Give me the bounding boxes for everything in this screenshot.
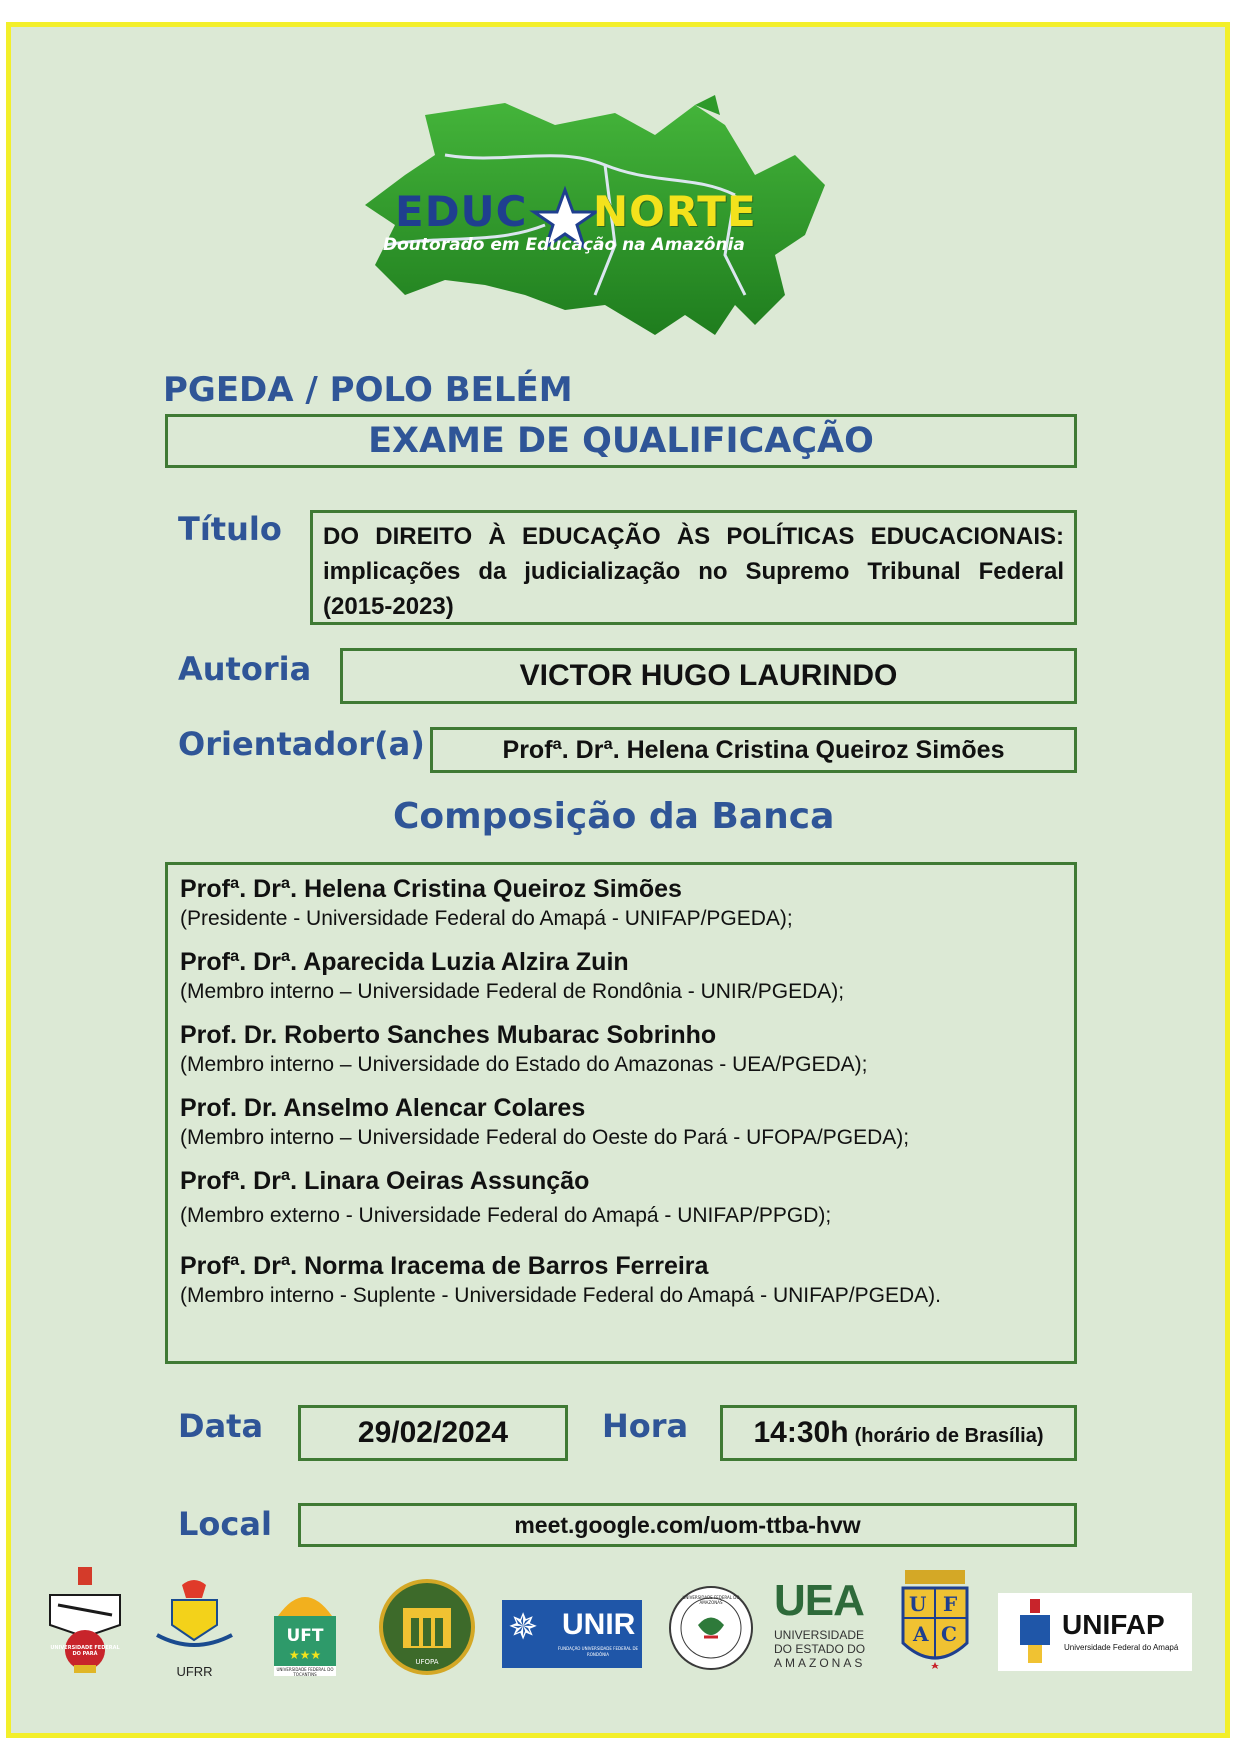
member-role: (Membro interno – Universidade Federal do Oeste do Pará - UFOPA/PGEDA); xyxy=(180,1126,910,1149)
uft-logo xyxy=(268,1578,342,1678)
ufac-logo xyxy=(895,1568,975,1676)
banca-box xyxy=(165,862,1077,1364)
uft-text: UFT xyxy=(286,1626,324,1646)
educanorte-logo xyxy=(355,95,875,345)
unir-text: UNIR xyxy=(562,1608,636,1641)
exam-title: EXAME DE QUALIFICAÇÃO xyxy=(368,421,874,461)
unifap-emblem-icon xyxy=(1010,1597,1060,1667)
banca-member xyxy=(180,1252,1074,1308)
uea-text: UEA xyxy=(774,1576,864,1625)
logo-brand-left: EDUC xyxy=(395,187,528,236)
uea-sub1: UNIVERSIDADE xyxy=(774,1628,865,1642)
banca-member xyxy=(180,948,1074,1004)
local-label: Local xyxy=(178,1505,272,1543)
member-name: Profª. Drª. Helena Cristina Queiroz Simões xyxy=(180,875,682,903)
meet-link[interactable]: meet.google.com/uom-ttba-hvw xyxy=(514,1511,861,1538)
hora-label: Hora xyxy=(602,1407,689,1445)
data-label: Data xyxy=(178,1407,264,1445)
unir-subtext: FUNDAÇÃO UNIVERSIDADE FEDERAL DE RONDÔNIA xyxy=(557,1646,639,1657)
ufpa-text: UNIVERSIDADE FEDERAL DO PARÁ xyxy=(50,1645,120,1657)
ufac-letter-c: C xyxy=(941,1622,957,1646)
uft-stars: ★★★ xyxy=(288,1648,322,1662)
member-name: Profª. Drª. Aparecida Luzia Alzira Zuin xyxy=(180,948,629,976)
unir-star-icon: ✵ xyxy=(508,1607,539,1648)
logo-brand-right: NORTE xyxy=(593,187,757,236)
data-value: 29/02/2024 xyxy=(357,1416,509,1449)
unir-logo xyxy=(502,1600,642,1668)
banca-member xyxy=(180,875,1074,931)
polo-heading: PGEDA / POLO BELÉM xyxy=(163,370,573,410)
member-name: Profª. Drª. Norma Iracema de Barros Ferreira xyxy=(180,1252,709,1280)
ufopa-logo xyxy=(378,1578,476,1676)
banca-member xyxy=(180,1094,1074,1150)
uea-logo xyxy=(772,1576,872,1677)
member-name: Prof. Dr. Anselmo Alencar Colares xyxy=(180,1094,586,1122)
banca-member xyxy=(180,1021,1074,1077)
ufam-text: UNIVERSIDADE FEDERAL DO AMAZONAS xyxy=(682,1595,740,1605)
ufac-letter-f: F xyxy=(943,1592,958,1616)
orientador-value: Profª. Drª. Helena Cristina Queiroz Simões xyxy=(502,735,1005,764)
titulo-box xyxy=(310,510,1077,625)
member-role: (Membro interno – Universidade do Estado do Amazonas - UEA/PGEDA); xyxy=(180,1053,868,1076)
unifap-subtext: Universidade Federal do Amapá xyxy=(1064,1643,1179,1652)
hora-note: (horário de Brasília) xyxy=(854,1424,1044,1447)
unifap-logo xyxy=(998,1593,1192,1671)
member-name: Profª. Drª. Linara Oeiras Assunção xyxy=(180,1167,590,1195)
hora-value: 14:30h xyxy=(753,1416,849,1449)
titulo-value: DO DIREITO À EDUCAÇÃO ÀS POLÍTICAS EDUCACIONAIS: implicações da judicialização no Supremo Tribunal Federal (2015-2023) xyxy=(323,523,1064,620)
ufac-letter-a: A xyxy=(913,1622,929,1646)
uea-sub2: DO ESTADO DO xyxy=(774,1642,866,1656)
autoria-box xyxy=(340,648,1077,704)
member-role: (Membro interno - Suplente - Universidade Federal do Amapá - UNIFAP/PGEDA). xyxy=(180,1284,941,1307)
ufrr-text: UFRR xyxy=(176,1664,213,1679)
member-role: (Membro externo - Universidade Federal do Amapá - UNIFAP/PPGD); xyxy=(180,1204,832,1227)
ufpa-logo xyxy=(40,1565,130,1675)
local-box xyxy=(298,1503,1077,1547)
uea-sub3: AMAZONAS xyxy=(774,1656,866,1670)
logo-subtitle: Doutorado em Educação na Amazônia xyxy=(383,235,745,255)
ufopa-text: UFOPA xyxy=(415,1658,439,1666)
uft-subtext: UNIVERSIDADE FEDERAL DO TOCANTINS xyxy=(276,1667,334,1677)
orientador-label: Orientador(a) xyxy=(178,725,425,763)
member-role: (Presidente - Universidade Federal do Amapá - UNIFAP/PGEDA); xyxy=(180,907,793,930)
member-role: (Membro interno – Universidade Federal de Rondônia - UNIR/PGEDA); xyxy=(180,980,845,1003)
orientador-box xyxy=(430,727,1077,773)
banca-heading: Composição da Banca xyxy=(393,796,835,837)
exam-title-box xyxy=(165,414,1077,468)
ufac-letter-u: U xyxy=(909,1592,927,1616)
ufam-logo xyxy=(668,1585,754,1671)
titulo-label: Título xyxy=(178,510,282,548)
data-box xyxy=(298,1405,568,1461)
hora-box xyxy=(720,1405,1077,1461)
autoria-label: Autoria xyxy=(178,650,312,688)
banca-member xyxy=(180,1167,1074,1228)
member-name: Prof. Dr. Roberto Sanches Mubarac Sobrinho xyxy=(180,1021,717,1049)
ufrr-logo xyxy=(152,1580,237,1680)
unifap-text: UNIFAP xyxy=(1062,1609,1165,1640)
autoria-value: VICTOR HUGO LAURINDO xyxy=(519,659,898,692)
